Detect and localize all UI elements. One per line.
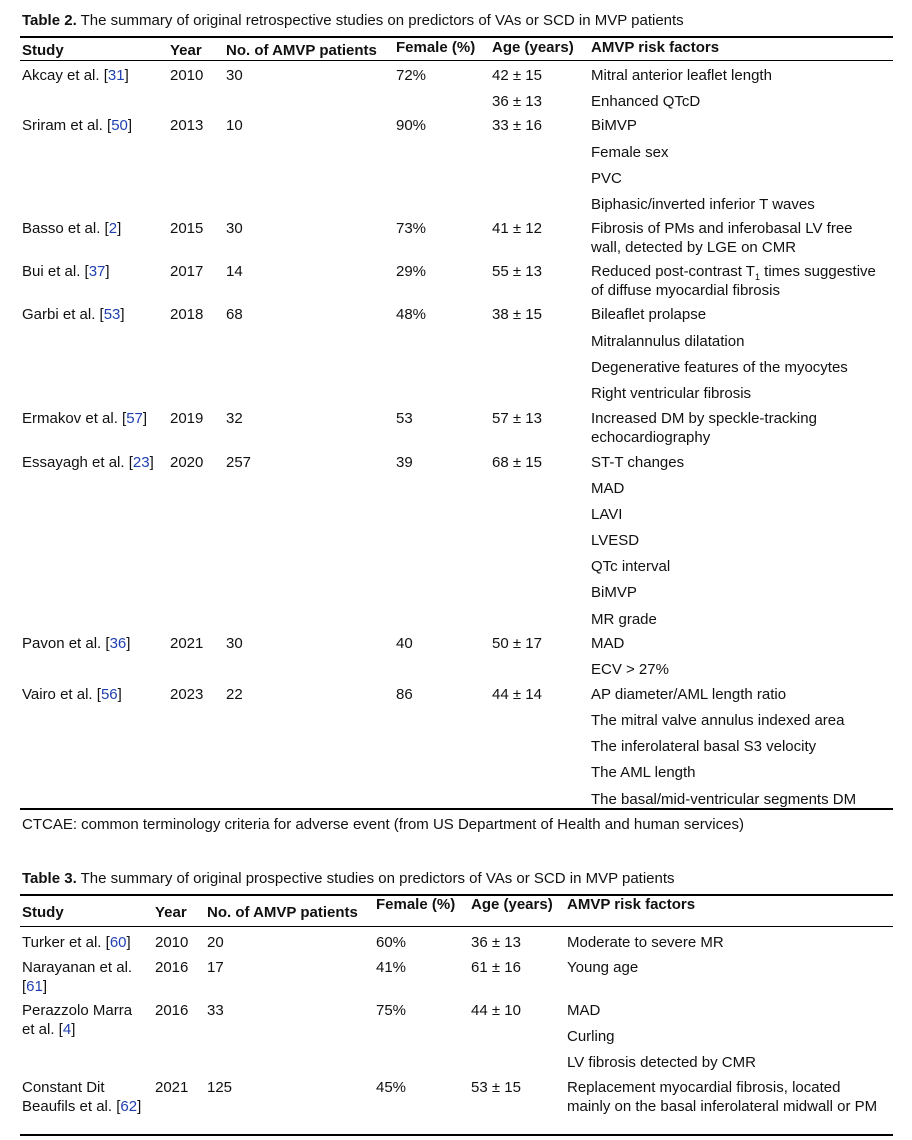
age-cell: 33 ± 16: [492, 117, 542, 134]
table2-header-female: Female (%): [396, 39, 476, 56]
reference-link[interactable]: 61: [26, 978, 43, 995]
risk-factor: Degenerative features of the myocytes: [591, 359, 848, 376]
patients-cell: 20: [207, 934, 224, 951]
study-cell: Turker et al. [60]: [22, 934, 131, 951]
study-cell: et al. [4]: [22, 1021, 76, 1038]
year-cell: 2016: [155, 959, 189, 976]
reference-link[interactable]: 62: [120, 1098, 138, 1115]
risk-factor: MAD: [567, 1002, 601, 1019]
risk-factor: Enhanced QTcD: [591, 93, 701, 110]
study-cell: Akcay et al. [31]: [22, 67, 129, 84]
study-cell: Ermakov et al. [57]: [22, 410, 148, 427]
patients-cell: 30: [226, 635, 243, 652]
study-cell: Bui et al. [37]: [22, 263, 110, 280]
table3-header-study: Study: [22, 904, 64, 921]
female-cell: 86: [396, 686, 413, 703]
study-cell: [61]: [22, 978, 48, 995]
age-cell: 50 ± 17: [492, 635, 542, 652]
risk-factor: LVESD: [591, 532, 640, 549]
patients-cell: 30: [226, 67, 243, 84]
patients-cell: 125: [207, 1079, 233, 1096]
year-cell: 2010: [155, 934, 189, 951]
table3-header-patients: No. of AMVP patients: [207, 904, 358, 921]
female-cell: 75%: [376, 1002, 407, 1019]
risk-factor: mainly on the basal inferolateral midwall or PM: [567, 1098, 878, 1115]
table2-header-study: Study: [22, 42, 64, 59]
table3-header-rule: [20, 926, 893, 927]
risk-factor: Reduced post-contrast $T_1$ times suggestive: [591, 263, 876, 282]
table3-header-female: Female (%): [376, 896, 456, 913]
year-cell: 2019: [170, 410, 204, 427]
year-cell: 2016: [155, 1002, 189, 1019]
age-cell: 36 ± 13: [471, 934, 521, 951]
reference-link[interactable]: 53: [103, 306, 121, 323]
risk-factor: Right ventricular fibrosis: [591, 385, 752, 402]
table3-header-factors: AMVP risk factors: [567, 896, 696, 913]
risk-factor: MR grade: [591, 611, 657, 628]
reference-link[interactable]: 2: [108, 220, 118, 237]
reference-link[interactable]: 37: [88, 263, 106, 280]
patients-cell: 33: [207, 1002, 224, 1019]
year-cell: 2017: [170, 263, 204, 280]
age-cell: 38 ± 15: [492, 306, 542, 323]
year-cell: 2018: [170, 306, 204, 323]
age-cell: 55 ± 13: [492, 263, 542, 280]
risk-factor: QTc interval: [591, 558, 671, 575]
risk-factor: echocardiography: [591, 429, 711, 446]
table2-caption-label: Table 2.: [22, 12, 77, 29]
risk-factor: LV fibrosis detected by CMR: [567, 1054, 756, 1071]
risk-factor: Fibrosis of PMs and inferobasal LV free: [591, 220, 853, 237]
risk-factor: The mitral valve annulus indexed area: [591, 712, 845, 729]
table3-bottom-rule: [20, 1134, 893, 1136]
reference-link[interactable]: 31: [107, 67, 125, 84]
reference-link[interactable]: 23: [132, 454, 150, 471]
age-cell: 44 ± 14: [492, 686, 542, 703]
patients-cell: 14: [226, 263, 243, 280]
table2-bottom-rule: [20, 808, 893, 810]
reference-link[interactable]: 4: [62, 1021, 72, 1038]
reference-link[interactable]: 60: [109, 934, 127, 951]
table2-header-age: Age (years): [492, 39, 574, 56]
risk-factor: BiMVP: [591, 117, 637, 134]
age-cell: 42 ± 15: [492, 67, 542, 84]
year-cell: 2010: [170, 67, 204, 84]
patients-cell: 32: [226, 410, 243, 427]
table3-header-age: Age (years): [471, 896, 553, 913]
female-cell: 73%: [396, 220, 427, 237]
risk-factor: The basal/mid-ventricular segments DM: [591, 791, 857, 808]
patients-cell: 22: [226, 686, 243, 703]
table3-caption: [22, 870, 675, 887]
risk-factor: The AML length: [591, 764, 696, 781]
female-cell: 40: [396, 635, 413, 652]
female-cell: 41%: [376, 959, 407, 976]
table3-caption-text: The summary of original prospective studies on predictors of VAs or SCD in MVP patients: [76, 870, 675, 887]
risk-factor: Curling: [567, 1028, 615, 1045]
patients-cell: 68: [226, 306, 243, 323]
study-cell: Pavon et al. [36]: [22, 635, 131, 652]
table2-header-factors: AMVP risk factors: [591, 39, 720, 56]
age-cell: 36 ± 13: [492, 93, 542, 110]
risk-factor: MAD: [591, 635, 625, 652]
study-cell: Narayanan et al.: [22, 959, 133, 976]
risk-factor: Young age: [567, 959, 639, 976]
table3-caption-label: Table 3.: [22, 870, 77, 887]
table2-header-patients: No. of AMVP patients: [226, 42, 377, 59]
age-cell: 53 ± 15: [471, 1079, 521, 1096]
year-cell: 2021: [170, 635, 204, 652]
study-cell: Essayagh et al. [23]: [22, 454, 154, 471]
risk-factor: LAVI: [591, 506, 623, 523]
study-cell: Vairo et al. [56]: [22, 686, 122, 703]
table2-header-year: Year: [170, 42, 202, 59]
patients-cell: 10: [226, 117, 243, 134]
age-cell: 41 ± 12: [492, 220, 542, 237]
female-cell: 39: [396, 454, 413, 471]
reference-link[interactable]: 36: [109, 635, 127, 652]
female-cell: 72%: [396, 67, 427, 84]
age-cell: 61 ± 16: [471, 959, 521, 976]
table3-header-year: Year: [155, 904, 187, 921]
reference-link[interactable]: 56: [100, 686, 118, 703]
table2-header-rule: [20, 60, 893, 61]
female-cell: 53: [396, 410, 413, 427]
reference-link[interactable]: 57: [126, 410, 143, 427]
risk-factor: BiMVP: [591, 584, 637, 601]
table2-footnote: CTCAE: common terminology criteria for adverse event (from US Department of Health and human services): [22, 816, 744, 833]
patients-cell: 17: [207, 959, 224, 976]
risk-factor: Biphasic/inverted inferior T waves: [591, 196, 815, 213]
risk-factor: AP diameter/AML length ratio: [591, 686, 787, 703]
female-cell: 60%: [376, 934, 407, 951]
year-cell: 2015: [170, 220, 204, 237]
reference-link[interactable]: 50: [111, 117, 128, 134]
year-cell: 2021: [155, 1079, 189, 1096]
risk-factor: Mitralannulus dilatation: [591, 333, 745, 350]
risk-factor: wall, detected by LGE on CMR: [591, 239, 797, 256]
female-cell: 48%: [396, 306, 427, 323]
risk-factor: MAD: [591, 480, 625, 497]
study-cell: Constant Dit: [22, 1079, 105, 1096]
female-cell: 90%: [396, 117, 427, 134]
year-cell: 2013: [170, 117, 204, 134]
table2-caption-text: The summary of original retrospective studies on predictors of VAs or SCD in MVP patients: [76, 12, 684, 29]
risk-factor: Female sex: [591, 144, 669, 161]
risk-factor: ECV > 27%: [591, 661, 669, 678]
risk-factor: of diffuse myocardial fibrosis: [591, 282, 780, 299]
female-cell: 29%: [396, 263, 427, 280]
risk-factor: Moderate to severe MR: [567, 934, 724, 951]
table2-caption: [22, 12, 684, 29]
age-cell: 57 ± 13: [492, 410, 542, 427]
study-cell: Perazzolo Marra: [22, 1002, 133, 1019]
study-cell: Garbi et al. [53]: [22, 306, 125, 323]
study-cell: Sriram et al. [50]: [22, 117, 133, 134]
risk-factor: PVC: [591, 170, 622, 187]
study-cell: Basso et al. [2]: [22, 220, 122, 237]
risk-factor: Increased DM by speckle-tracking: [591, 410, 817, 427]
risk-factor: Bileaflet prolapse: [591, 306, 707, 323]
risk-factor: Replacement myocardial fibrosis, located: [567, 1079, 841, 1096]
study-cell: Beaufils et al. [62]: [22, 1098, 142, 1115]
risk-factor: The inferolateral basal S3 velocity: [591, 738, 817, 755]
patients-cell: 257: [226, 454, 252, 471]
risk-factor: Mitral anterior leaflet length: [591, 67, 772, 84]
age-cell: 44 ± 10: [471, 1002, 521, 1019]
risk-factor: ST-T changes: [591, 454, 685, 471]
table3-top-rule: [20, 894, 893, 896]
year-cell: 2020: [170, 454, 204, 471]
patients-cell: 30: [226, 220, 243, 237]
female-cell: 45%: [376, 1079, 407, 1096]
age-cell: 68 ± 15: [492, 454, 542, 471]
year-cell: 2023: [170, 686, 204, 703]
